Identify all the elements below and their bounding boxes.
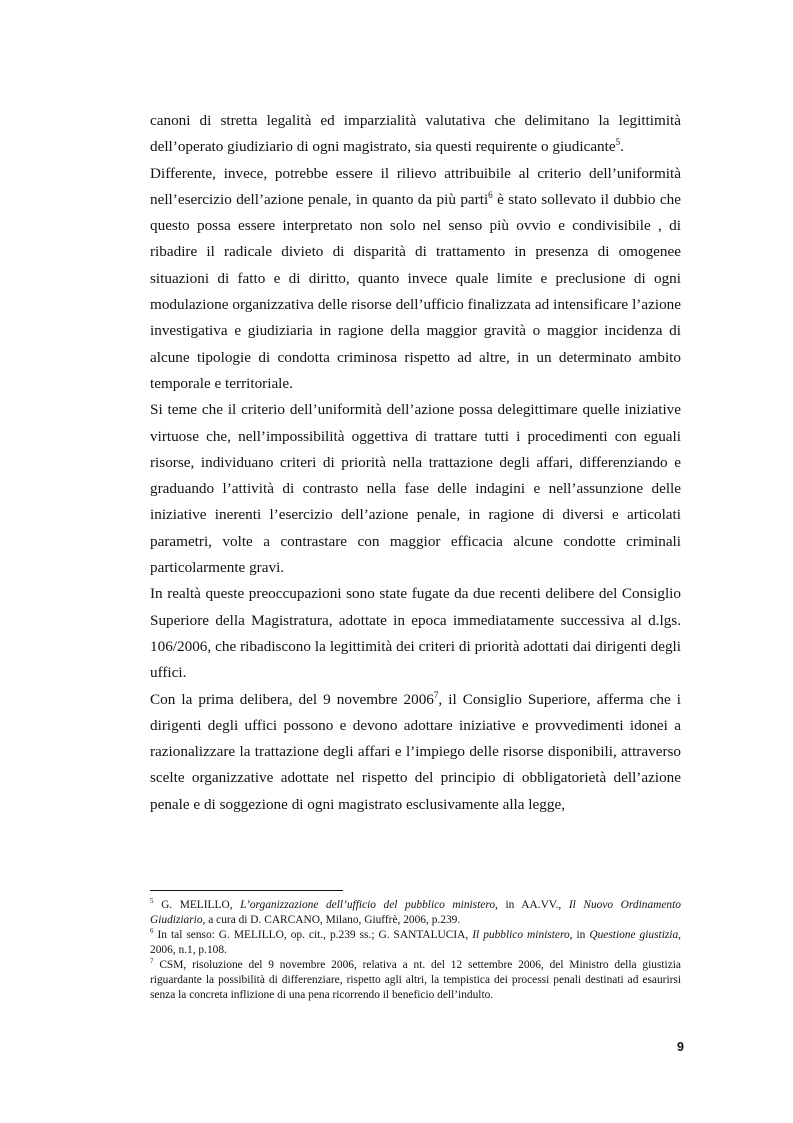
footnotes <box>150 898 681 1003</box>
footnote-ref-6[interactable]: 6 <box>488 189 493 200</box>
footnote-ref-7[interactable]: 7 <box>433 689 439 700</box>
footnote-6: $^6$ In tal senso: G. MELILLO, op. cit., p.239 ss.; G. SANTALUCIA, Il pubblico ministero, in Questione giustizia, 2006, n.1, p.108. <box>150 927 682 956</box>
paragraph-2: Differente, invece, potrebbe essere il rilievo attribuibile al criterio dell’uniformità nell’esercizio dell’azione penale, in quanto da più parti$^6$ è stato sollevato il dubbio che questo possa essere interpretato non solo nel senso più ovvio e condivisibile , di ribadire il radicale divieto di disparità di trattamento in presenza di omogenee situazioni di fatto e di diritto, quanto invece quale limite e preclusione di ogni modulazione organizzativa delle risorse dell’ufficio finalizzata ad intensificare l’azione investigativa e giudiziaria in ragione della maggior gravità o maggior incidenza di alcune tipologie di condotta criminosa rispetto ad altre, in un determinato ambito temporale e territoriale. <box>150 164 681 392</box>
footnote-ref-5[interactable]: 5 <box>615 137 621 148</box>
footnote-separator <box>150 890 343 891</box>
paragraph-4: In realtà queste preoccupazioni sono state fugate da due recenti delibere del Consiglio Superiore della Magistratura, adottate in epoca immediatamente successiva al d.lgs. 106/2006, che ribadiscono la legittimità dei criteri di priorità adottati dai dirigenti degli uffici. <box>150 585 681 682</box>
paragraph-5: Con la prima delibera, del 9 novembre 2006$^7$, il Consiglio Superiore, afferma che i dirigenti degli uffici possono e devono adottare iniziative e provvedimenti idonei a razionalizzare la trattazione degli affari e l’impiego delle risorse disponibili, attraverso scelte organizzative adottate nel rispetto del principio di obbligatorietà dell’azione penale e di soggezione di ogni magistrato esclusivamente alla legge, <box>150 689 681 813</box>
paragraph-3: Si teme che il criterio dell’uniformità dell’azione possa delegittimare quelle iniziative virtuose che, nell’impossibilità oggettiva di trattare tutti i procedimenti con eguali risorse, individuano criteri di priorità nella trattazione degli affari, differenziando e graduando l’attività di contrasto nella fase delle indagini e nell’assunzione delle iniziative inerenti l’esercizio dell’azione penale, in ragione di diversi e articolati parametri, volte a contrastare con maggior efficacia alcune condotte criminali particolarmente gravi. <box>150 401 681 577</box>
paragraph-1: canoni di stretta legalità ed imparzialità valutativa che delimitano la legittimità dell’operato giudiziario di ogni magistrato, sia questi requirente o giudicante$^5$. <box>150 112 681 156</box>
footnote-5: $^5$ G. MELILLO, L’organizzazione dell’ufficio del pubblico ministero, in AA.VV., Il Nuovo Ordinamento Giudiziario, a cura di D. CARCANO, Milano, Giuffrè, 2006, p.239. <box>150 897 681 926</box>
page-number: 9 <box>677 1040 684 1054</box>
body-text <box>150 108 681 818</box>
footnote-7: $^7$ CSM, risoluzione del 9 novembre 2006, relativa a nt. del 12 settembre 2006, del Ministro della giustizia riguardante la possibilità di differenziare, rispetto agli altri, la tempistica dei processi penali destinati ad esaurirsi senza la concreta inflizione di una pena ricorrendo il beneficio dell’indulto. <box>150 957 681 1001</box>
